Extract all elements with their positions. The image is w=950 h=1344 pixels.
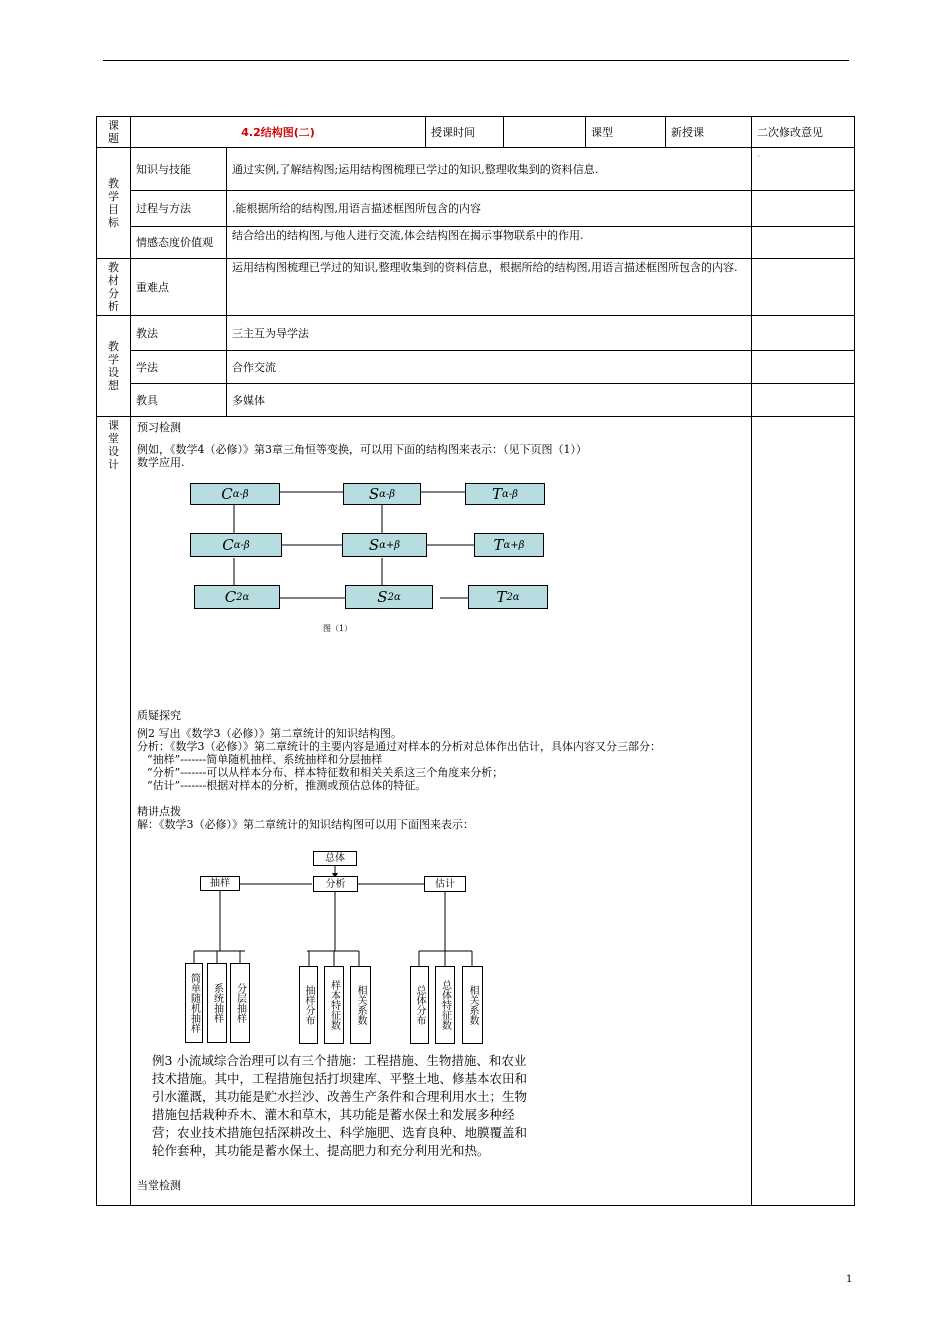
design-text: 三主互为导学法: [227, 316, 752, 351]
fig1-box-c-2a: C 2α: [194, 585, 280, 609]
revision-label: 二次修改意见: [752, 117, 855, 148]
fig2-leaf: 相关系数: [462, 966, 483, 1044]
revision-cell: [752, 191, 855, 227]
preview-heading: 预习检测: [137, 421, 181, 434]
fig1-box-s-minus: S α-β: [343, 483, 421, 505]
fig2-leaf: 抽样分布: [299, 966, 318, 1044]
type-label: 课型: [586, 117, 666, 148]
fig2-estimate-box: 估计: [424, 876, 466, 892]
analysis-line: “抽样”-------简单随机抽样、系统抽样和分层抽样: [147, 753, 383, 766]
header-rule: [103, 60, 849, 61]
analysis-group-label: 教 材 分 析: [97, 259, 131, 316]
objective-label: 知识与技能: [131, 148, 227, 191]
fig1-box-t-plus: T α+β: [474, 533, 544, 557]
design-group-label: 教 学 设 想: [97, 316, 131, 417]
fig2-leaf: 分层抽样: [230, 963, 250, 1043]
fig2-leaf: 总体特征数: [435, 966, 455, 1044]
course-group-label: 课 堂 设 计: [97, 417, 131, 1206]
design-text: 合作交流: [227, 351, 752, 384]
fig2-leaf: 样本特征数: [324, 966, 344, 1044]
topic-label: 课 题: [97, 117, 131, 148]
revision-cell: [752, 351, 855, 384]
objective-label: 过程与方法: [131, 191, 227, 227]
fig2-sampling-box: 抽样: [200, 876, 240, 891]
objective-text: 通过实例,了解结构图;运用结构图梳理已学过的知识,整理收集到的资料信息.: [227, 148, 752, 191]
design-label: 学法: [131, 351, 227, 384]
fig1-box-t-2a: T 2α: [468, 585, 548, 609]
figure-1-caption: 图（1）: [323, 624, 353, 633]
objective-text: .能根据所给的结构图,用语言描述框图所包含的内容: [227, 191, 752, 227]
revision-cell: ·: [752, 148, 855, 191]
explain-heading: 精讲点拨: [137, 805, 181, 818]
analysis-line: “估计”-------根据对样本的分析，推测或预估总体的特征。: [147, 779, 427, 792]
fig2-leaf: 系统抽样: [207, 963, 227, 1043]
revision-cell: [752, 227, 855, 259]
lesson-title: 4.2结构图(二): [131, 117, 426, 148]
design-label: 教具: [131, 384, 227, 417]
objective-text: 结合给出的结构图,与他人进行交流,体会结构图在揭示事物联系中的作用.: [227, 227, 752, 259]
revision-cell: [752, 384, 855, 417]
revision-cell: [752, 259, 855, 316]
example-1: 例如，《数学4（必修）》第3章三角恒等变换，可以用下面的结构图来表示：（见下页图（1））: [137, 443, 587, 456]
time-label: 授课时间: [426, 117, 504, 148]
fig1-box-c-minus-2: C α-β: [190, 533, 282, 557]
example-2: 例2 写出《数学3（必修）》第二章统计的知识结构图。: [137, 727, 402, 740]
page-number: 1: [846, 1274, 853, 1285]
analysis-text: 运用结构图梳理已学过的知识,整理收集到的资料信息，根据所给的结构图,用语言描述框图所包含的内容.: [227, 259, 752, 316]
inquiry-heading: 质疑探究: [137, 709, 181, 722]
fig2-leaf: 简单随机抽样: [185, 963, 203, 1043]
fig1-box-s-2a: S 2α: [345, 585, 433, 609]
analysis-line: “分析”-------可以从样本分布、样本特征数和相关关系这三个角度来分析；: [147, 766, 504, 779]
fig2-analysis-box: 分析: [313, 876, 358, 892]
time-value: [504, 117, 586, 148]
design-label: 教法: [131, 316, 227, 351]
check-heading: 当堂检测: [137, 1179, 181, 1192]
objectives-group-label: 教 学 目 标: [97, 148, 131, 259]
lesson-plan-table: [96, 116, 855, 1206]
fig2-leaf: 总体分布: [410, 966, 429, 1044]
example-3: 例3 小流域综合治理可以有三个措施：工程措施、生物措施、和农业技术措施。其中，工程措施包括打坝建库、平整土地、修基本农田和引水灌溉，其功能是贮水拦沙、改善生产条件和合理利用水土；生物措施包括栽种乔木、灌木和草木，其功能是蓄水保土和发展多种经营；农业技术措施包括深耕改土、科学施肥、选育良种、地膜覆盖和轮作套种，其功能是蓄水保土、提高肥力和充分利用光和热。: [152, 1053, 528, 1158]
fig2-leaf: 相关系数: [350, 966, 371, 1044]
revision-cell: [752, 316, 855, 351]
fig1-box-t-minus: T α-β: [465, 483, 545, 505]
solution-text: 解：《数学3（必修）》第二章统计的知识结构图可以用下面图来表示：: [137, 818, 474, 831]
revision-cell: [752, 417, 855, 1206]
fig1-box-c-minus: C α-β: [190, 483, 280, 505]
analysis-label: 重难点: [131, 259, 227, 316]
design-text: 多媒体: [227, 384, 752, 417]
type-value: 新授课: [666, 117, 752, 148]
fig2-top-box: 总体: [313, 851, 357, 866]
analysis-line: 分析：《数学3（必修）》第二章统计的主要内容是通过对样本的分析对总体作出估计，具体内容又分三部分：: [137, 740, 661, 753]
fig1-box-s-plus: S α+β: [342, 533, 427, 557]
objective-label: 情感态度价值观: [131, 227, 227, 259]
course-content: [131, 417, 752, 1206]
math-application: 数学应用.: [137, 456, 185, 469]
